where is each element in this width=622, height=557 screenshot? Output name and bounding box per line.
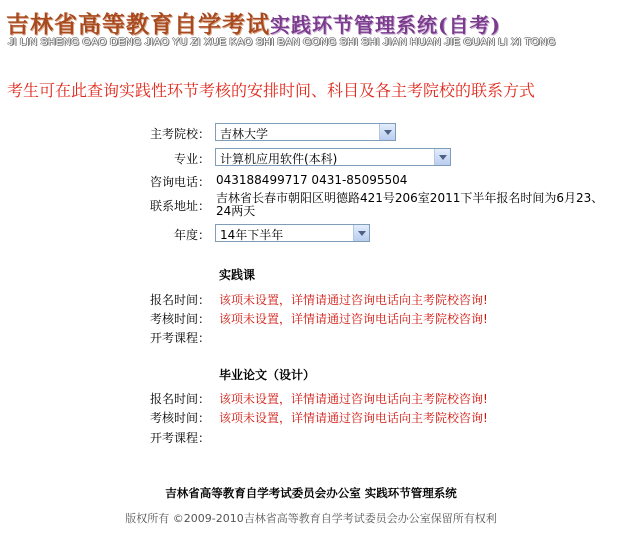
school-select-value: 吉林大学: [220, 127, 269, 141]
phone-label: 咨询电话：: [149, 175, 210, 189]
site-title-pinyin: JI LIN SHENG GAO DENG JIAO YU ZI XUE KAO SHI BAN GONG SHI SHI JIAN HUAN JIE GUAN LI XI TONG: [8, 36, 556, 48]
site-title-sub: 实践环节管理系统(自考): [270, 13, 501, 37]
practice-exam-value: 该项未设置，详情请通过咨询电话向主考院校咨询!: [219, 312, 488, 326]
site-title-main: 吉林省高等教育自学考试: [6, 11, 270, 38]
notice-text: 考生可在此查询实践性环节考核的安排时间、科目及各主考院校的联系方式: [7, 81, 536, 100]
chevron-down-icon[interactable]: [434, 149, 450, 165]
practice-course-label: 开考课程：: [149, 331, 210, 345]
site-title: [6, 6, 501, 39]
thesis-exam-value: 该项未设置，详情请通过咨询电话向主考院校咨询!: [219, 411, 488, 425]
major-label: 专业：: [173, 152, 210, 166]
chevron-down-icon[interactable]: [379, 124, 395, 140]
practice-reg-label: 报名时间：: [149, 293, 210, 307]
address-label: 联系地址：: [149, 199, 210, 213]
major-select[interactable]: [215, 148, 451, 166]
thesis-course-label: 开考课程：: [149, 431, 210, 445]
footer-org: 吉林省高等教育自学考试委员会办公室 实践环节管理系统: [165, 486, 457, 500]
chevron-down-icon[interactable]: [353, 225, 369, 241]
phone-value: 043188499717 0431-85095504: [216, 173, 408, 187]
thesis-reg-label: 报名时间：: [149, 392, 210, 406]
year-select-value: 14年下半年: [220, 228, 284, 242]
practice-title: 实践课: [219, 268, 256, 282]
thesis-title: 毕业论文（设计）: [219, 368, 316, 382]
year-label: 年度：: [173, 228, 210, 242]
school-select[interactable]: [215, 123, 396, 141]
major-select-value: 计算机应用软件(本科): [220, 152, 338, 166]
address-value: 吉林省长春市朝阳区明德路421号206室2011下半年报名时间为6月23、24两天: [216, 191, 604, 218]
practice-exam-label: 考核时间：: [149, 312, 210, 326]
header-banner: [0, 0, 622, 60]
thesis-exam-label: 考核时间：: [149, 411, 210, 425]
footer-copyright: 版权所有 ©2009-2010吉林省高等教育自学考试委员会办公室保留所有权利: [125, 512, 497, 525]
practice-reg-value: 该项未设置，详情请通过咨询电话向主考院校咨询!: [219, 293, 488, 307]
thesis-reg-value: 该项未设置，详情请通过咨询电话向主考院校咨询!: [219, 392, 488, 406]
year-select[interactable]: [215, 224, 370, 242]
school-label: 主考院校：: [149, 127, 210, 141]
